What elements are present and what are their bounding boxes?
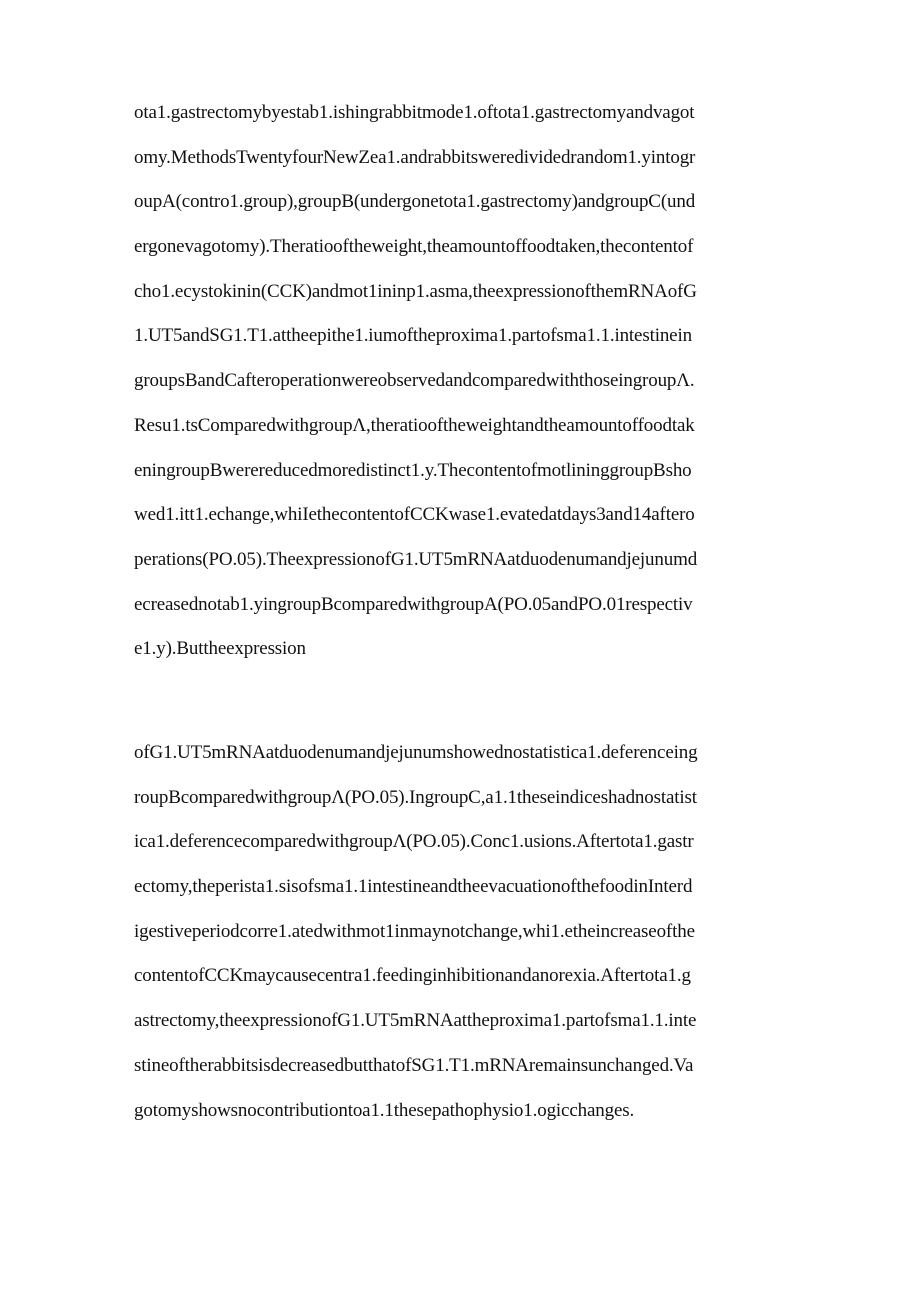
text-line: astrectomy,theexpressionofG1.UT5mRNAattheproxima1.partofsma1.1.inte <box>134 1010 697 1032</box>
text-line: Resu1.tsComparedwithgroupΛ,theratiooftheweightandtheamountoffoodtak <box>134 414 695 436</box>
text-line: roupBcomparedwithgroupΛ(PO.05).IngroupC,a1.1theseindiceshadnostatist <box>134 786 697 808</box>
text-line: eningroupBwerereducedmoredistinct1.y.ThecontentofmotlininggroupBsho <box>134 459 692 481</box>
text-line: ofG1.UT5mRNAatduodenumandjejunumshowednostatistica1.deferenceing <box>134 742 698 763</box>
abstract-paragraph <box>134 100 794 681</box>
text-line: oupA(contro1.group),groupB(undergonetota1.gastrectomy)andgroupC(und <box>134 191 696 213</box>
text-line: ica1.deferencecomparedwithgroupΛ(PO.05).Conc1.usions.Aftertota1.gastr <box>134 831 694 853</box>
text-line: cho1.ecystokinin(CCK)andmot1ininp1.asma,theexpressionofthemRNAofG <box>134 280 697 302</box>
text-line: groupsBandCafteroperationwereobservedandcomparedwiththoseingroupΛ. <box>134 370 695 392</box>
text-line: perations(PO.05).TheexpressionofG1.UT5mRNAatduodenumandjejunumd <box>134 548 698 570</box>
text-line: ergonevagotomy).Theratiooftheweight,theamountoffoodtaken,thecontentof <box>134 236 694 258</box>
text-line: stineoftherabbitsisdecreasedbutthatofSG1.T1.mRNAremainsunchanged.Va <box>134 1054 694 1076</box>
text-line: igestiveperiodcorre1.atedwithmot1inmaynotchange,whi1.etheincreaseofthe <box>134 920 695 942</box>
text-line: e1.y).Buttheexpression <box>134 638 306 660</box>
text-line: contentofCCKmaycausecentra1.feedinginhibitionandanorexia.Aftertota1.g <box>134 965 691 987</box>
text-line: wed1.itt1.echange,whiIethecontentofCCKwase1.evatedatdays3and14aftero <box>134 504 695 526</box>
text-line: gotomyshowsnocontributiontoa1.1thesepathophysio1.ogicchanges. <box>134 1099 635 1121</box>
text-line: 1.UT5andSG1.T1.attheepithe1.iumoftheproxima1.partofsma1.1.intestinein <box>134 325 692 347</box>
text-line: ecreasednotab1.yingroupBcomparedwithgroupA(PO.05andPO.01respectiv <box>134 593 693 615</box>
text-line: omy.MethodsTwentyfourNewZea1.andrabbitsweredividedrandom1.yintogr <box>134 146 696 168</box>
abstract-paragraph-continued <box>134 740 794 1142</box>
text-line: ota1.gastrectomybyestab1.ishingrabbitmode1.oftota1.gastrectomyandvagot <box>134 102 695 123</box>
text-line: ectomy,theperista1.sisofsma1.1intestineandtheevacuationofthefoodinInterd <box>134 876 693 898</box>
